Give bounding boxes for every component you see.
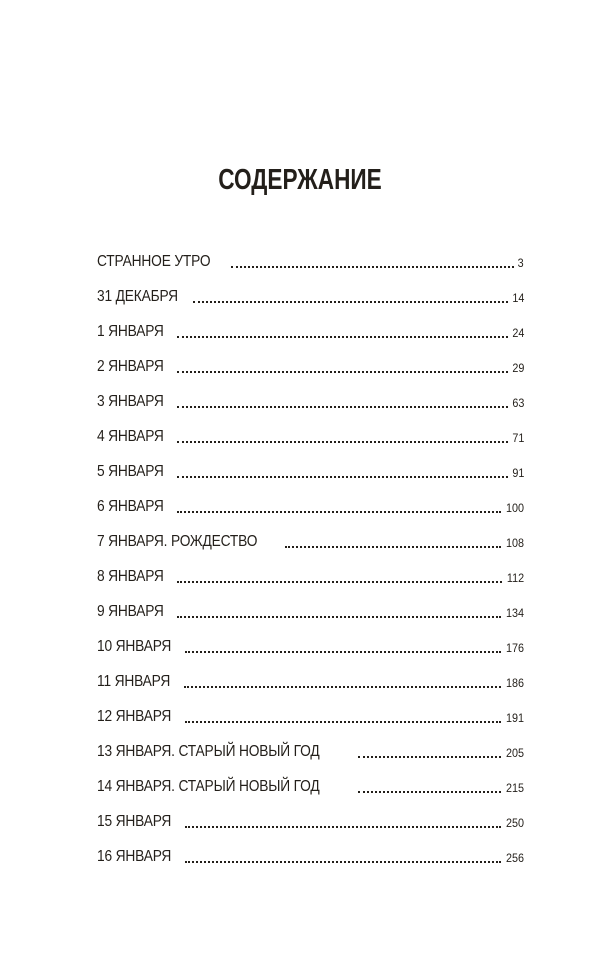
entry-title: 1 ЯНВАРЯ bbox=[97, 323, 164, 340]
entry-page-number: 256 bbox=[505, 851, 524, 865]
dot-leader bbox=[177, 511, 501, 513]
dot-leader bbox=[358, 756, 501, 758]
toc-entry[interactable] bbox=[97, 798, 524, 833]
entry-page-number: 134 bbox=[505, 606, 524, 620]
entry-page-number: 71 bbox=[511, 431, 524, 445]
toc-entry[interactable] bbox=[97, 763, 524, 798]
dot-leader bbox=[358, 791, 501, 793]
entry-page-number: 91 bbox=[511, 466, 524, 480]
toc-entry[interactable] bbox=[97, 448, 524, 483]
entry-title: 3 ЯНВАРЯ bbox=[97, 393, 164, 410]
entry-page-number: 176 bbox=[505, 641, 524, 655]
entry-title: 6 ЯНВАРЯ bbox=[97, 498, 164, 515]
dot-leader bbox=[193, 301, 508, 303]
entry-title: СТРАННОЕ УТРО bbox=[97, 253, 211, 270]
toc-entry[interactable] bbox=[97, 413, 524, 448]
toc-entry[interactable] bbox=[97, 658, 524, 693]
entry-title: 16 ЯНВАРЯ bbox=[97, 848, 172, 865]
entry-title: 10 ЯНВАРЯ bbox=[97, 638, 172, 655]
entry-title: 7 ЯНВАРЯ. РОЖДЕСТВО bbox=[97, 533, 258, 550]
toc-entry[interactable] bbox=[97, 553, 524, 588]
toc-entry[interactable] bbox=[97, 693, 524, 728]
dot-leader bbox=[177, 371, 508, 373]
table-of-contents bbox=[97, 238, 524, 868]
entry-title: 11 ЯНВАРЯ bbox=[97, 673, 171, 690]
toc-entry[interactable] bbox=[97, 308, 524, 343]
entry-title: 12 ЯНВАРЯ bbox=[97, 708, 172, 725]
toc-entry[interactable] bbox=[97, 728, 524, 763]
entry-page-number: 186 bbox=[505, 676, 524, 690]
entry-page-number: 63 bbox=[511, 396, 524, 410]
entry-page-number: 191 bbox=[505, 711, 524, 725]
dot-leader bbox=[177, 441, 508, 443]
dot-leader bbox=[185, 826, 501, 828]
entry-title: 8 ЯНВАРЯ bbox=[97, 568, 164, 585]
entry-page-number: 112 bbox=[506, 571, 524, 585]
toc-entry[interactable] bbox=[97, 343, 524, 378]
toc-entry[interactable] bbox=[97, 273, 524, 308]
dot-leader bbox=[285, 546, 501, 548]
entry-page-number: 29 bbox=[511, 361, 524, 375]
toc-entry[interactable] bbox=[97, 518, 524, 553]
toc-entry[interactable] bbox=[97, 623, 524, 658]
entry-title: 9 ЯНВАРЯ bbox=[97, 603, 164, 620]
entry-page-number: 3 bbox=[517, 256, 524, 270]
entry-title: 31 ДЕКАБРЯ bbox=[97, 288, 178, 305]
toc-entry[interactable] bbox=[97, 483, 524, 518]
entry-title: 14 ЯНВАРЯ. СТАРЫЙ НОВЫЙ ГОД bbox=[97, 778, 320, 795]
entry-title: 15 ЯНВАРЯ bbox=[97, 813, 172, 830]
dot-leader bbox=[231, 266, 514, 268]
dot-leader bbox=[184, 686, 501, 688]
entry-title: 13 ЯНВАРЯ. СТАРЫЙ НОВЫЙ ГОД bbox=[97, 743, 320, 760]
dot-leader bbox=[185, 861, 501, 863]
entry-page-number: 100 bbox=[505, 501, 524, 515]
entry-page-number: 108 bbox=[505, 536, 524, 550]
dot-leader bbox=[177, 476, 508, 478]
dot-leader bbox=[177, 581, 502, 583]
toc-entry[interactable] bbox=[97, 588, 524, 623]
toc-entry[interactable] bbox=[97, 238, 524, 273]
entry-title: 2 ЯНВАРЯ bbox=[97, 358, 164, 375]
entry-page-number: 250 bbox=[505, 816, 524, 830]
dot-leader bbox=[177, 336, 508, 338]
dot-leader bbox=[177, 406, 508, 408]
entry-page-number: 14 bbox=[511, 291, 524, 305]
dot-leader bbox=[185, 721, 501, 723]
toc-entry[interactable] bbox=[97, 378, 524, 413]
entry-page-number: 205 bbox=[505, 746, 524, 760]
dot-leader bbox=[177, 616, 501, 618]
entry-page-number: 24 bbox=[511, 326, 524, 340]
toc-entry[interactable] bbox=[97, 833, 524, 868]
entry-title: 4 ЯНВАРЯ bbox=[97, 428, 164, 445]
entry-title: 5 ЯНВАРЯ bbox=[97, 463, 164, 480]
entry-page-number: 215 bbox=[505, 781, 524, 795]
page-title: СОДЕРЖАНИЕ bbox=[218, 164, 382, 196]
dot-leader bbox=[185, 651, 501, 653]
